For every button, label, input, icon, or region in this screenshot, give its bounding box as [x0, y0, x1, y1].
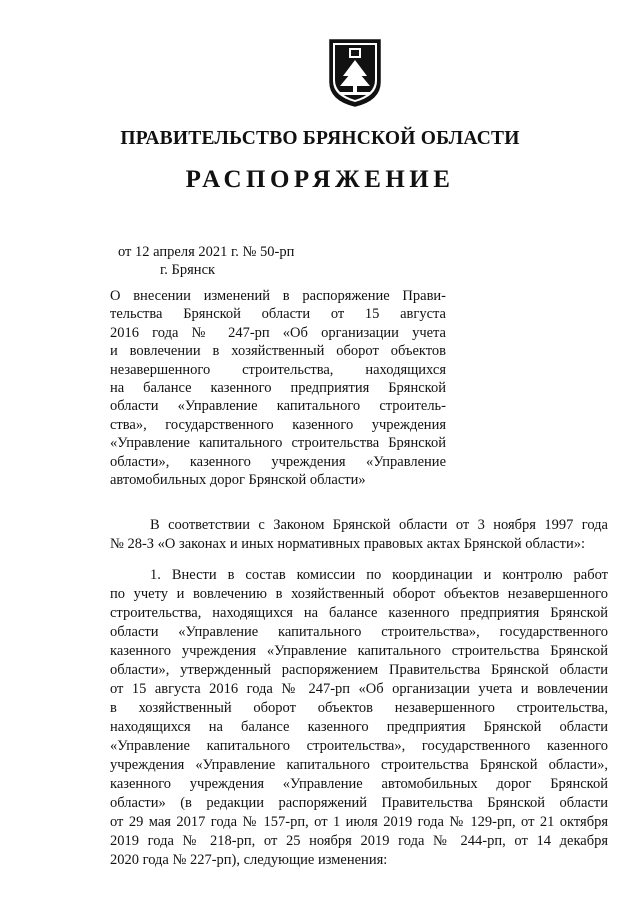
- clause-line: от 15 августа 2016 года № 247-рп «Об организации учета и вовлечении: [110, 681, 608, 697]
- subject-line: автомобильных дорог Брянской области»: [110, 472, 366, 489]
- preamble: [110, 516, 608, 554]
- subject-line: незавершенного строительства, находящихся: [110, 361, 446, 378]
- clause-line: казенного учреждения «Управление капитального строительства Брянской: [110, 643, 608, 659]
- subject-line: 2016 года № 247-рп «Об организации учета: [110, 324, 446, 341]
- subject-line: О внесении изменений в распоряжение Прави-: [110, 288, 446, 304]
- preamble-line: № 28-З «О законах и иных нормативных правовых актах Брянской области»:: [110, 536, 585, 552]
- subject-line: области», казенного учреждения «Управление: [110, 453, 446, 470]
- clause-line: 2019 года № 218-рп, от 25 ноября 2019 года № 244-рп, от 14 декабря: [110, 833, 608, 849]
- clause-line: от 29 мая 2017 года № 157-рп, от 1 июля 2019 года № 129-рп, от 21 октября: [110, 814, 608, 830]
- clause-line: «Управление капитального строительства», государственного казенного: [110, 738, 608, 754]
- subject-line: ства», государственного казенного учреждения: [110, 416, 446, 433]
- subject-line: области «Управление капитального строитель-: [110, 398, 446, 415]
- subject-line: на балансе казенного предприятия Брянской: [110, 380, 446, 397]
- clause-line: области» (в редакции распоряжений Правительства Брянской области: [110, 795, 608, 811]
- clause-line: 1. Внести в состав комиссии по координации и контролю работ: [150, 567, 608, 583]
- clause-line: 2020 года № 227-рп), следующие изменения:: [110, 852, 388, 868]
- document-type-title: РАСПОРЯЖЕНИЕ: [185, 166, 455, 193]
- bryansk-coat-of-arms-icon: [327, 38, 383, 108]
- clause-line: по учету и вовлечению в хозяйственный оборот объектов незавершенного: [110, 586, 608, 602]
- clause-line: строительства, находящихся на балансе казенного предприятия Брянской: [110, 605, 608, 621]
- document-subject: [110, 287, 446, 489]
- government-title: ПРАВИТЕЛЬСТВО БРЯНСКОЙ ОБЛАСТИ: [120, 128, 520, 149]
- clause-line: находящихся на балансе казенного предприятия Брянской области: [110, 719, 608, 735]
- clause-line: в хозяйственный оборот объектов незавершенного строительства,: [110, 700, 608, 716]
- city: г. Брянск: [160, 262, 216, 278]
- subject-line: и вовлечении в хозяйственный оборот объектов: [110, 343, 446, 360]
- subject-line: «Управление капитального строительства Брянской: [110, 435, 446, 452]
- clause-line: казенного учреждения «Управление автомобильных дорог Брянской: [110, 776, 608, 792]
- clause-line: области «Управление капитального строительства», государственного: [110, 624, 608, 640]
- preamble-line: В соответствии с Законом Брянской области от 3 ноября 1997 года: [150, 517, 608, 533]
- clause-line: учреждения «Управление капитального строительства Брянской области»,: [110, 757, 608, 773]
- clause-line: области», утвержденный распоряжением Правительства Брянской области: [110, 662, 608, 678]
- clause-1: [110, 566, 608, 870]
- date-number: от 12 апреля 2021 г. № 50-рп: [118, 244, 295, 260]
- subject-line: тельства Брянской области от 15 августа: [110, 306, 446, 323]
